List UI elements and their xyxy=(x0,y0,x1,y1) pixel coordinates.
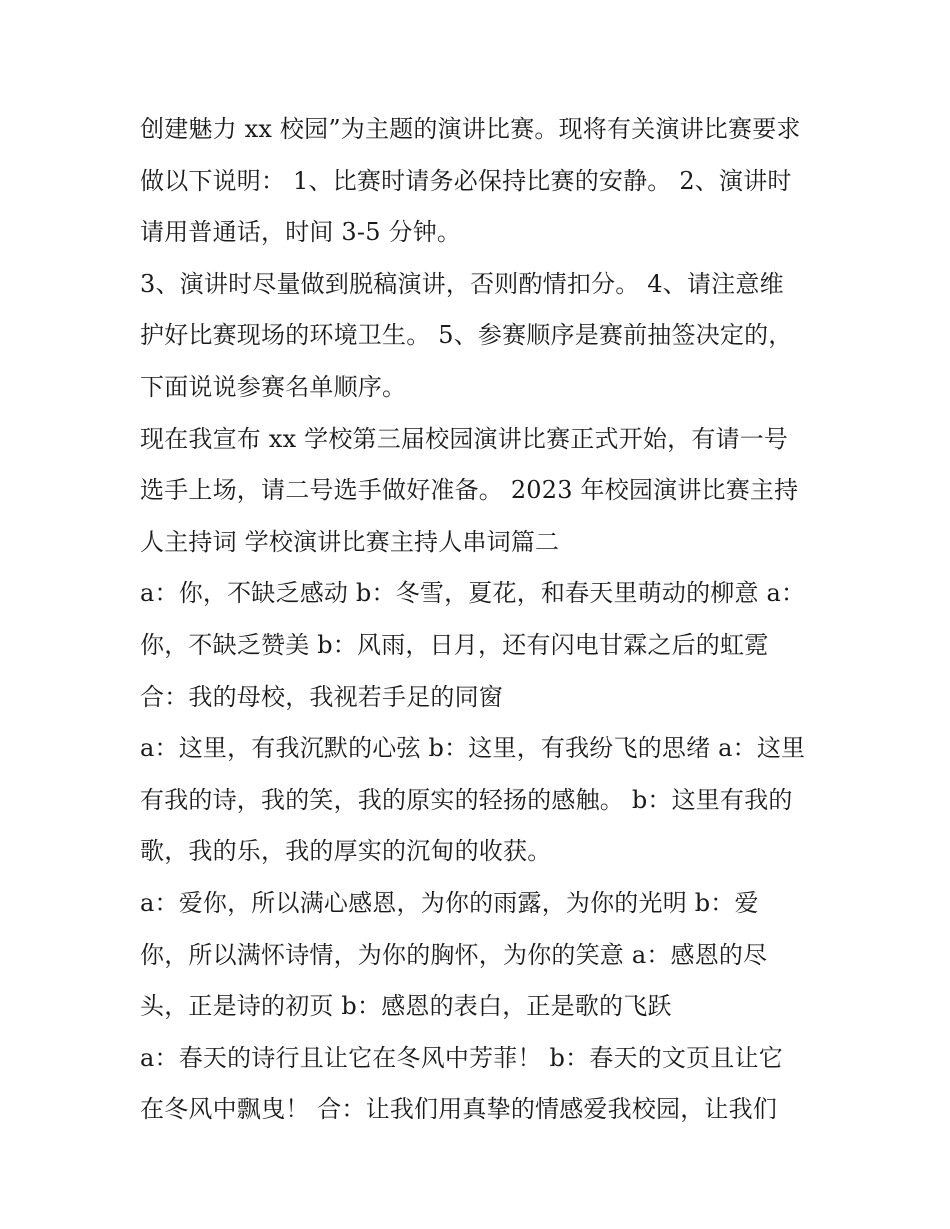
text-line: 创建魅力 xx 校园”为主题的演讲比赛。现将有关演讲比赛要求 xyxy=(140,115,801,143)
text-line: 请用普通话，时间 3-5 分钟。 xyxy=(140,218,462,247)
text-line: a：爱你，所以满心感恩，为你的雨露，为你的光明 b：爱 xyxy=(140,888,759,917)
text-line: 做以下说明： 1、比赛时请务必保持比赛的安静。 2、演讲时 xyxy=(140,166,792,195)
text-line: a：这里，有我沉默的心弦 b：这里，有我纷飞的思绪 a：这里 xyxy=(140,734,806,763)
text-line: 你，不缺乏赞美 b：风雨，日月，还有闪电甘霖之后的虹霓 xyxy=(140,630,769,659)
text-line: 护好比赛现场的环境卫生。 5、参赛顺序是赛前抽签决定的， xyxy=(140,321,793,350)
text-line: 选手上场，请二号选手做好准备。 2023 年校园演讲比赛主持 xyxy=(140,476,799,505)
text-line: 歌，我的乐，我的厚实的沉甸的收获。 xyxy=(140,837,552,866)
text-line: 在冬风中飘曳！ 合：让我们用真挚的情感爱我校园，让我们 xyxy=(140,1095,778,1124)
text-line: 下面说说参赛名单顺序。 xyxy=(140,372,407,401)
text-line: 合：我的母校，我视若手足的同窗 xyxy=(140,682,503,711)
document-body xyxy=(140,104,820,1136)
text-line: a：你，不缺乏感动 b：冬雪，夏花，和春天里萌动的柳意 a： xyxy=(140,579,806,608)
text-line: 3、演讲时尽量做到脱稿演讲，否则酌情扣分。 4、请注意维 xyxy=(140,269,784,298)
text-line: 人主持词 学校演讲比赛主持人串词篇二 xyxy=(140,527,560,556)
text-line: a：春天的诗行且让它在冬风中芳菲！ b：春天的文页且让它 xyxy=(140,1043,783,1072)
text-line: 你，所以满怀诗情，为你的胸怀，为你的笑意 a：感恩的尽 xyxy=(140,940,768,969)
text-line: 有我的诗，我的笑，我的原实的轻扬的感触。 b：这里有我的 xyxy=(140,785,793,814)
text-line: 现在我宣布 xx 学校第三届校园演讲比赛正式开始，有请一号 xyxy=(140,424,789,453)
text-line: 头，正是诗的初页 b：感恩的表白，正是歌的飞跃 xyxy=(140,992,672,1021)
